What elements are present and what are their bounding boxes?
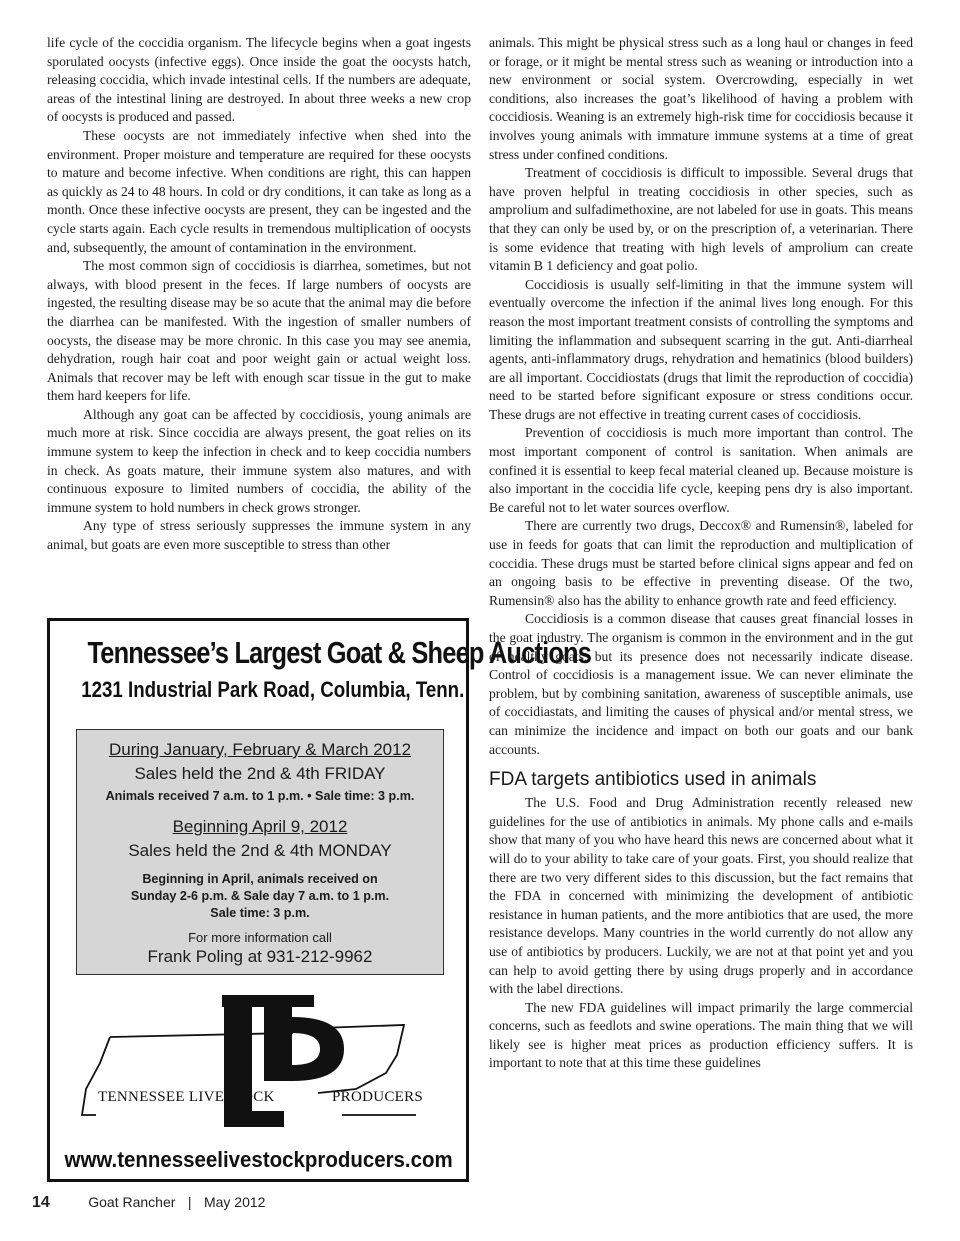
left-column xyxy=(47,34,471,555)
ad-url: www.tennesseelivestockproducers.com xyxy=(64,1147,453,1172)
article-paragraph: life cycle of the coccidia organism. The lifecycle begins when a goat ingests sporulated oocysts (infective eggs). Once inside the goat the oocysts hatch, releasing coccidia, which invade intestinal cells. If the numbers are adequate, areas of the intestinal lining are destroyed. In about three weeks a new crop of oocysts is produced and passed. xyxy=(47,35,471,125)
right-column xyxy=(489,34,913,1073)
article-paragraph: Prevention of coccidiosis is much more important than control. The most important component of control is sanitation. When animals are confined it is essential to keep fecal material cleaned up. Because moisture is also important in the coccidia life cycle, keeping pens dry is also important. Be careful not to let water sources overflow. xyxy=(489,425,913,515)
footer-separator: | xyxy=(187,1194,192,1210)
publication-name: Goat Rancher xyxy=(88,1194,176,1210)
article-paragraph: The new FDA guidelines will impact primarily the large commercial concerns, such as feedlots and swine operations. The main thing that we will likely see is higher meat prices as production efficiency suffers. It is important to note that at this time these guidelines xyxy=(489,999,913,1071)
schedule-period-1: During January, February & March 2012 xyxy=(108,740,412,759)
received-line: Sunday 2-6 p.m. & Sale day 7 a.m. to 1 p.m. xyxy=(130,889,390,903)
article-paragraph: Treatment of coccidiosis is difficult to impossible. Several drugs that have proven helpful in treating coccidiosis in other species, such as amprolium and sulfadimethoxine, are not labeled for use in goats. This means that they can only be used by, or on the prescription of, a veterinarian. There is some evidence that treating with high levels of amprolium can create vitamin B 1 deficiency and goat polio. xyxy=(489,165,913,274)
article-paragraph: The most common sign of coccidiosis is diarrhea, sometimes, but not always, with blood present in the feces. If large numbers of oocysts are ingested, the resulting disease may be so acute that the animal may die before the diarrhea can be manifested. With the ingestion of smaller numbers of oocysts, the disease may be more chronic. In this case you may see anemia, dehydration, rough hair coat and poor weight gain or actual weight loss. Animals that recover may be left with enough scar tissue in the gut to make them hard keepers for life. xyxy=(47,258,471,404)
contact-line: Frank Poling at 931-212-9962 xyxy=(147,947,373,966)
article-paragraph: Coccidiosis is a common disease that causes great financial losses in the goat industry. The organism is common in the environment and in the gut of healthy goats, but its presence does not necessarily indicate disease. Control of coccidiosis is a management issue. We can never eliminate the problem, but by combining sanitation, awareness of susceptible animals, use of coccidiastats, and limiting the causes of physical and/or mental stress, we can minimize the incidence and impact on both our goats and our bank accounts. xyxy=(489,611,913,757)
article-paragraph: Coccidiosis is usually self-limiting in that the immune system will eventually overcome the infection if the animal lives long enough. For this reason the most important treatment consists of controlling the symptoms and limiting the inflammation and subsequent scarring in the gut. Anti-diarrheal agents, anti-inflammatory drugs, rehydration and hematinics (blood builders) are all important. Coccidiostats (drugs that limit the reproduction of coccidia) need to be started before significant exposure or stress conditions occur. These drugs are not effective in treating current cases of coccidiosis. xyxy=(489,276,913,422)
received-line: Beginning in April, animals received on xyxy=(142,872,378,886)
article-paragraph: There are currently two drugs, Deccox® and Rumensin®, labeled for use in feeds for goats that can limit the reproduction and multiplication of coccidia. These drugs must be started before clinical signs appear and fed on an ongoing basis to be effective in preventing disease. Of the two, Rumensin® also has the ability to enhance growth rate and feed efficiency. xyxy=(489,518,913,608)
schedule-sales-2: Sales held the 2nd & 4th MONDAY xyxy=(128,841,392,860)
info-line: For more information call xyxy=(188,930,332,945)
schedule-received-1: Animals received 7 a.m. to 1 p.m. • Sale time: 3 p.m. xyxy=(105,789,415,803)
article-paragraph: Although any goat can be affected by coccidiosis, young animals are much more at risk. Since coccidia are always present, the goat relies on its immune system to keep the infection in check and to keep coccidia numbers in check. As goats mature, their immune system also matures, and with continuous exposure to limited numbers of coccidia, the ability of the immune system to hold numbers in check grows stronger. xyxy=(47,406,471,515)
logo-left-text: TENNESSEE LIVESTOCK xyxy=(98,1089,275,1105)
schedule-period-2: Beginning April 9, 2012 xyxy=(172,817,348,836)
ad-address: 1231 Industrial Park Road, Columbia, Tenn. xyxy=(81,677,465,702)
logo-right-text: PRODUCERS xyxy=(332,1089,424,1105)
article-paragraph: The U.S. Food and Drug Administration recently released new guidelines for the use of antibiotics in animals. My phone calls and e-mails show that many of you who have heard this news are concerned about what it will do to your ability to take care of your goats. First, you should realize that there are two very different sides to this discussion, but the fact remains that the FDA in concerned with minimizing the development of antibiotic resistance in human patients, and the more antibiotics that are used, the more resistance develops. Many countries in the world currently do not allow any use of antibiotics by producers. Luckily, we are not at that point yet and you can help to avoid getting there by using drugs properly and in accordance with the label directions. xyxy=(489,795,913,997)
auction-advertisement xyxy=(47,618,592,1182)
section-heading: FDA targets antibiotics used in animals xyxy=(489,769,817,791)
ad-title: Tennessee’s Largest Goat & Sheep Auctions xyxy=(87,635,592,670)
article-paragraph: Any type of stress seriously suppresses the immune system in any animal, but goats are even more susceptible to stress than other xyxy=(47,518,471,553)
received-line: Sale time: 3 p.m. xyxy=(210,906,310,920)
issue-date: May 2012 xyxy=(203,1194,266,1210)
page-number: 14 xyxy=(32,1194,50,1211)
ad-schedule-box xyxy=(76,729,444,975)
article-paragraph: animals. This might be physical stress such as a long haul or changes in feed or forage, or it might be mental stress such as weaning or introduction into a new environment or social system. Overcrowding, especially in wet conditions, also increases the goat’s likelihood of having a problem with coccidiosis. Weaning is an extremely high-risk time for coccidiosis because it involves young animals with immature immune systems at a time of great stress under confined conditions. xyxy=(489,35,913,162)
tlp-logo xyxy=(70,993,446,1141)
schedule-sales-1: Sales held the 2nd & 4th FRIDAY xyxy=(134,764,386,783)
schedule-received-2 xyxy=(77,871,443,922)
tennessee-map-logo-icon xyxy=(70,993,446,1141)
article-paragraph: These oocysts are not immediately infective when shed into the environment. Proper moisture and temperature are required for these oocysts to mature and become infective. When conditions are right, this can happen as quickly as 24 to 48 hours. In cold or dry conditions, it can take as long as a month. Once these infective oocysts are present, they can be ingested and the cycle starts again. Each cycle results in tremendous multiplication of oocysts and, subsequently, the amount of contamination in the environment. xyxy=(47,127,471,255)
page-footer xyxy=(32,1194,265,1212)
